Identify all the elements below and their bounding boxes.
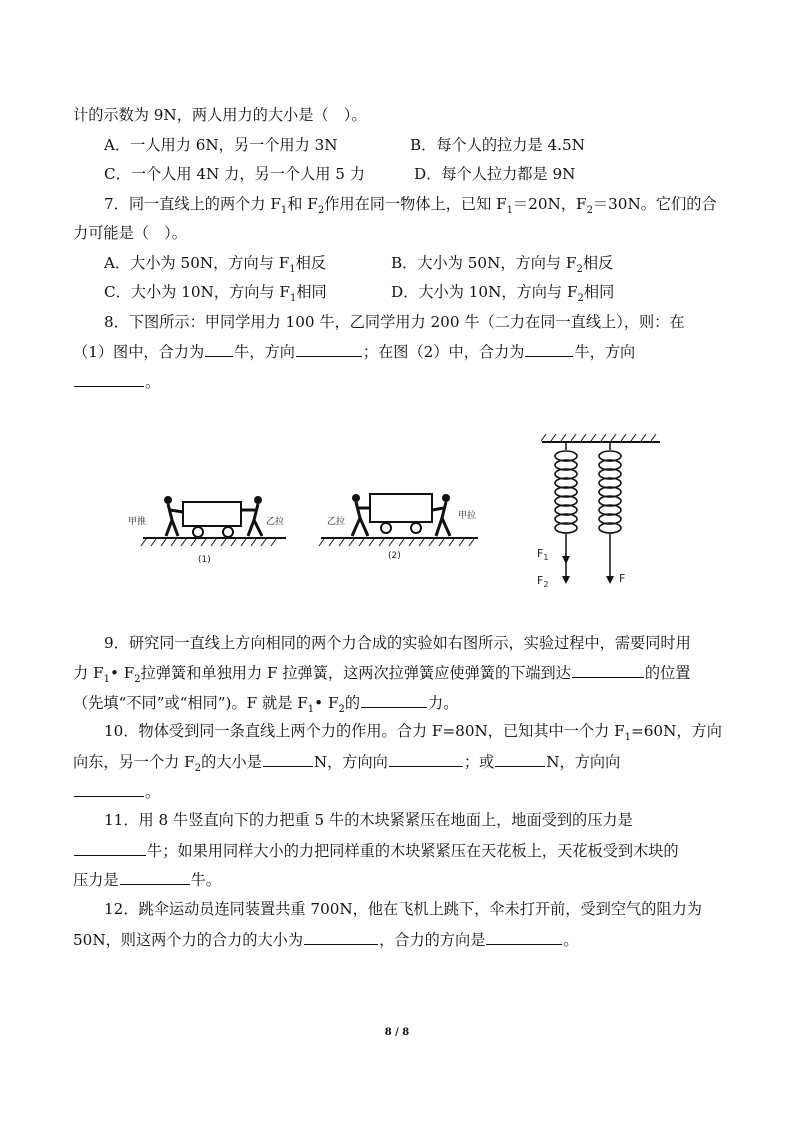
q7-option-b bbox=[391, 253, 614, 276]
answer-blank[interactable] bbox=[120, 869, 190, 885]
cart-figure-2 bbox=[319, 494, 478, 561]
q8-text: 牛，方向 bbox=[234, 343, 295, 361]
q12-text: 50N，则这两个力的合力的大小为 bbox=[73, 931, 304, 949]
q12-line2 bbox=[73, 929, 723, 950]
q12-line1: 12．跳伞运动员连同装置共重 700N，他在飞机上跳下，伞未打开前，受到空气的阻力为 bbox=[104, 900, 702, 918]
answer-blank[interactable] bbox=[296, 341, 362, 357]
q7-option-d bbox=[391, 282, 615, 305]
q7-text: 7．同一直线上的两个力 F bbox=[104, 195, 281, 213]
answer-blank[interactable] bbox=[389, 751, 463, 767]
q9-text: 的位置 bbox=[644, 664, 691, 682]
label-f: F bbox=[537, 574, 544, 587]
q10-text: N，方向向 bbox=[546, 753, 621, 771]
answer-blank[interactable] bbox=[495, 751, 545, 767]
q7-option-c bbox=[104, 283, 327, 305]
q10-line3 bbox=[73, 781, 723, 802]
spring-label-f2 bbox=[537, 574, 548, 589]
subscript: 2 bbox=[577, 293, 584, 305]
spring-experiment-figure bbox=[537, 434, 660, 589]
answer-blank[interactable] bbox=[361, 692, 427, 708]
option-text: 相反 bbox=[582, 254, 614, 272]
q9-text: 的 bbox=[344, 694, 361, 712]
option-text: A．大小为 50N，方向与 F bbox=[104, 254, 290, 272]
page-number: 8 / 8 bbox=[384, 1027, 410, 1038]
option-text: C．大小为 10N，方向与 F bbox=[104, 283, 290, 301]
q6-option-d: D．每个人拉力都是 9N bbox=[414, 165, 576, 183]
q6-stem-tail: 计的示数为 9N，两人用力的大小是（ ）。 bbox=[73, 106, 367, 124]
fig2-label-left: 乙拉 bbox=[327, 517, 346, 527]
q7-stem-line2: 力可能是（ ）。 bbox=[73, 224, 187, 242]
answer-blank[interactable] bbox=[263, 751, 313, 767]
subscript: 2 bbox=[317, 205, 325, 217]
answer-blank[interactable] bbox=[572, 662, 644, 678]
q11-text: 牛；如果用同样大小的力把同样重的木块紧紧压在天花板上，天花板受到木块的 bbox=[147, 842, 679, 860]
q10-line2 bbox=[73, 751, 723, 775]
q8-stem: 8．下图所示：甲同学用力 100 牛，乙同学用力 200 牛（二力在同一直线上），则：在 bbox=[104, 313, 685, 331]
q8-text: 。 bbox=[145, 373, 161, 391]
q10-text: N，方向向 bbox=[313, 753, 388, 771]
subscript: 1 bbox=[289, 293, 297, 305]
force-diagram-figure bbox=[0, 420, 794, 600]
option-text: 相反 bbox=[295, 254, 327, 272]
option-text: 相同 bbox=[583, 283, 615, 301]
q7-text: 和 F bbox=[287, 195, 318, 213]
q6-option-c: C．一个人用 4N 力，另一个人用 5 力 bbox=[104, 165, 365, 183]
q6-option-a: A．一人用力 6N，另一个用力 3N bbox=[104, 136, 338, 154]
q9-text: • F bbox=[314, 694, 339, 712]
option-text: D．大小为 10N，方向与 F bbox=[391, 283, 578, 301]
spring-label-f1 bbox=[537, 547, 548, 562]
q9-text: 力。 bbox=[428, 694, 459, 712]
fig1-caption: (1) bbox=[198, 555, 211, 565]
answer-blank[interactable] bbox=[74, 840, 146, 856]
q8-text: （1）图中，合力为 bbox=[73, 343, 205, 361]
q11-line1: 11．用 8 牛竖直向下的力把重 5 牛的木块紧紧压在地面上，地面受到的压力是 bbox=[104, 811, 633, 829]
q7-text: 作用在同一物体上，已知 F bbox=[324, 195, 507, 213]
label-sub: 1 bbox=[543, 553, 549, 562]
answer-blank[interactable] bbox=[304, 929, 378, 945]
answer-blank[interactable] bbox=[525, 341, 573, 357]
q6-option-b: B．每个人的拉力是 4.5N bbox=[410, 136, 585, 154]
answer-blank[interactable] bbox=[74, 371, 144, 387]
q9-line1: 9．研究同一直线上方向相同的两个力合成的实验如右图所示，实验过程中，需要同时用 bbox=[104, 634, 691, 652]
fig1-label-right: 乙拉 bbox=[266, 517, 285, 527]
label-sub: 2 bbox=[543, 580, 549, 589]
answer-blank[interactable] bbox=[486, 929, 562, 945]
fig2-label-right: 甲拉 bbox=[458, 511, 477, 521]
q9-text: • F bbox=[109, 664, 135, 682]
q12-text: 。 bbox=[563, 931, 579, 949]
answer-blank[interactable] bbox=[205, 341, 233, 357]
q8-blank-line3 bbox=[73, 371, 723, 392]
q11-text: 压力是 bbox=[73, 871, 119, 889]
subscript: 2 bbox=[576, 264, 583, 276]
subscript: 2 bbox=[586, 205, 593, 217]
q11-text: 牛。 bbox=[190, 871, 221, 889]
q10-text: 。 bbox=[145, 783, 161, 801]
q9-text: 力 F bbox=[73, 664, 104, 682]
fig2-caption: (2) bbox=[388, 551, 401, 561]
label-f: F bbox=[537, 547, 544, 560]
q7-options-row2 bbox=[104, 282, 754, 305]
q7-stem bbox=[104, 194, 754, 217]
subscript: 1 bbox=[103, 674, 110, 686]
q7-option-a bbox=[104, 254, 327, 276]
subscript: 1 bbox=[624, 732, 632, 744]
q10-text: ；或 bbox=[463, 753, 495, 771]
q9-text: 拉弹簧和单独用力 F 拉弹簧，这两次拉弹簧应使弹簧的下端到达 bbox=[140, 664, 571, 682]
subscript: 2 bbox=[194, 763, 202, 775]
q7-options-row1 bbox=[104, 253, 754, 276]
q8-blanks-line bbox=[73, 341, 723, 362]
answer-blank[interactable] bbox=[74, 781, 144, 797]
subscript: 1 bbox=[307, 704, 315, 716]
q12-text: ，合力的方向是 bbox=[379, 931, 486, 949]
q6-options-row2 bbox=[104, 164, 754, 184]
q10-text: 的大小是 bbox=[201, 753, 262, 771]
q11-line3 bbox=[73, 869, 723, 890]
q8-text: 牛，方向 bbox=[574, 343, 636, 361]
q7-text: ＝20N，F bbox=[513, 195, 587, 213]
q10-text: =60N，方向 bbox=[631, 722, 722, 740]
q11-line2 bbox=[73, 840, 723, 861]
q10-text: 向东，另一个力 F bbox=[73, 753, 195, 771]
subscript: 2 bbox=[338, 704, 345, 716]
q7-text: ＝30N。它们的合 bbox=[592, 195, 717, 213]
q9-line3 bbox=[73, 692, 723, 716]
subscript: 1 bbox=[506, 205, 514, 217]
q8-text: ；在图（2）中，合力为 bbox=[362, 343, 525, 361]
fig1-label-left: 甲推 bbox=[128, 517, 147, 527]
subscript: 2 bbox=[134, 674, 141, 686]
q10-text: 10．物体受到同一条直线上两个力的作用。合力 F=80N，已知其中一个力 F bbox=[104, 722, 625, 740]
subscript: 1 bbox=[289, 264, 296, 276]
q10-line1 bbox=[104, 721, 754, 744]
option-text: B．大小为 50N，方向与 F bbox=[391, 254, 577, 272]
q9-line2 bbox=[73, 662, 723, 686]
q6-options-row1 bbox=[104, 135, 754, 155]
q9-text: （先填“不同”或“相同”)。F 就是 F bbox=[73, 694, 308, 712]
option-text: 相同 bbox=[296, 283, 327, 301]
subscript: 1 bbox=[280, 205, 288, 217]
spring-label-f: F bbox=[619, 572, 626, 585]
cart-figure-1 bbox=[128, 496, 286, 565]
